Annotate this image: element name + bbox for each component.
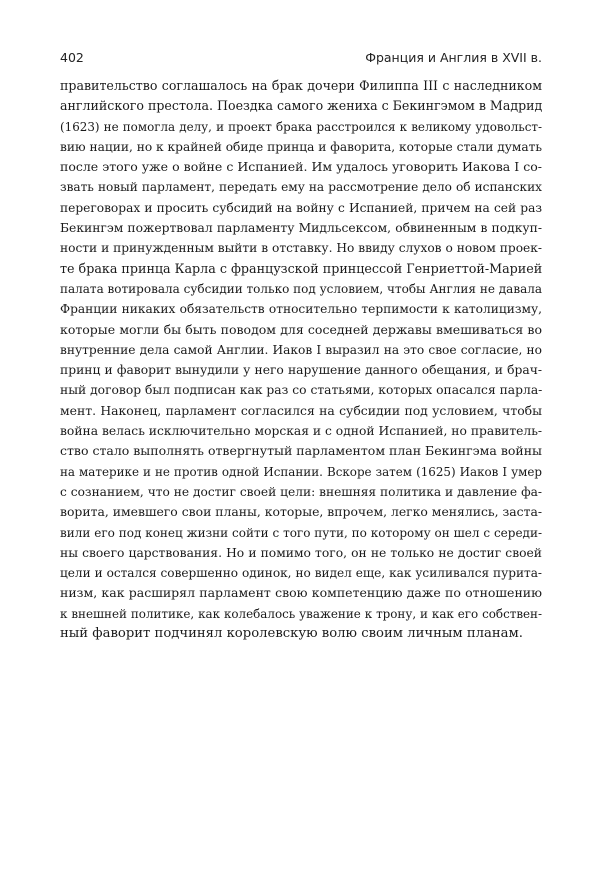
- body-text: [60, 76, 542, 644]
- text-line: с сознанием, что не достиг своей цели: внешняя политика и давление фа-: [60, 484, 542, 499]
- text-line: переговорах и просить субсидий на войну с Испанией, причем на сей раз: [60, 200, 542, 215]
- text-line: которые могли бы быть поводом для соседней державы вмешиваться во: [60, 321, 542, 337]
- text-line: ный договор был подписан как раз со статьями, которых опасался парла-: [60, 383, 543, 398]
- text-line: Франции никаких обязательств относительно терпимости к католицизму,: [60, 302, 542, 317]
- text-line: после этого уже о войне с Испанией. Им удалось уговорить Иакова I со-: [60, 159, 542, 175]
- running-title: Франция и Англия в XVII в.: [365, 50, 542, 65]
- text-line: английского престола. Поездка самого жениха с Бекингэмом в Мадрид: [60, 98, 543, 114]
- text-line: палата вотировала субсидии только под условием, чтобы Англия не давала: [60, 281, 542, 296]
- text-line: вию нации, но к крайней обиде принца и фаворита, которые стали думать: [60, 139, 542, 154]
- page-number: 402: [60, 50, 84, 65]
- text-line: (1623) не помогла делу, и проект брака расстроился к великому удовольст-: [60, 119, 542, 134]
- text-line: ны своего царствования. Но и помимо того, он не только не достиг своей: [60, 545, 542, 560]
- text-line: война велась исключительно морская и с одной Испанией, но правитель-: [60, 424, 543, 439]
- text-line: мент. Наконец, парламент согласился на субсидии под условием, чтобы: [60, 402, 542, 418]
- text-line: к внешней политике, как колебалось уважение к трону, и как его собствен-: [60, 606, 542, 621]
- text-line: те брака принца Карла с французской принцессой Генриеттой-Марией: [60, 260, 543, 276]
- text-line: низм, как расширял парламент свою компетенцию даже по отношению: [60, 585, 542, 601]
- text-line: на материке и не против одной Испании. Вскоре затем (1625) Иаков I умер: [60, 464, 542, 479]
- text-line: ности и принужденным выйти в отставку. Но ввиду слухов о новом проек-: [60, 241, 542, 256]
- text-line: вили его под конец жизни сойти с того пути, по которому он шел с середи-: [60, 525, 542, 540]
- text-line: Бекингэм пожертвовал парламенту Мидльсексом, обвиненным в подкуп-: [60, 221, 542, 236]
- text-line: ворита, имевшего свои планы, которые, впрочем, легко менялись, заста-: [60, 504, 543, 520]
- text-line: ство стало выполнять отвергнутый парламентом план Бекингэма войны: [60, 443, 542, 459]
- running-head: [60, 50, 540, 70]
- text-line: звать новый парламент, передать ему на рассмотрение дело об испанских: [60, 180, 542, 195]
- text-line: внутренние дела самой Англии. Иаков I выразил на это свое согласие, но: [60, 342, 542, 357]
- text-line: правительство соглашалось на брак дочери Филиппа III с наследником: [60, 78, 542, 93]
- text-line: цели и остался совершенно одинок, но видел еще, как усиливался пурита-: [60, 566, 542, 581]
- text-line: принц и фаворит вынудили у него нарушение данного обещания, и брач-: [60, 363, 542, 378]
- text-line-last: ный фаворит подчинял королевскую волю своим личным планам.: [60, 626, 523, 642]
